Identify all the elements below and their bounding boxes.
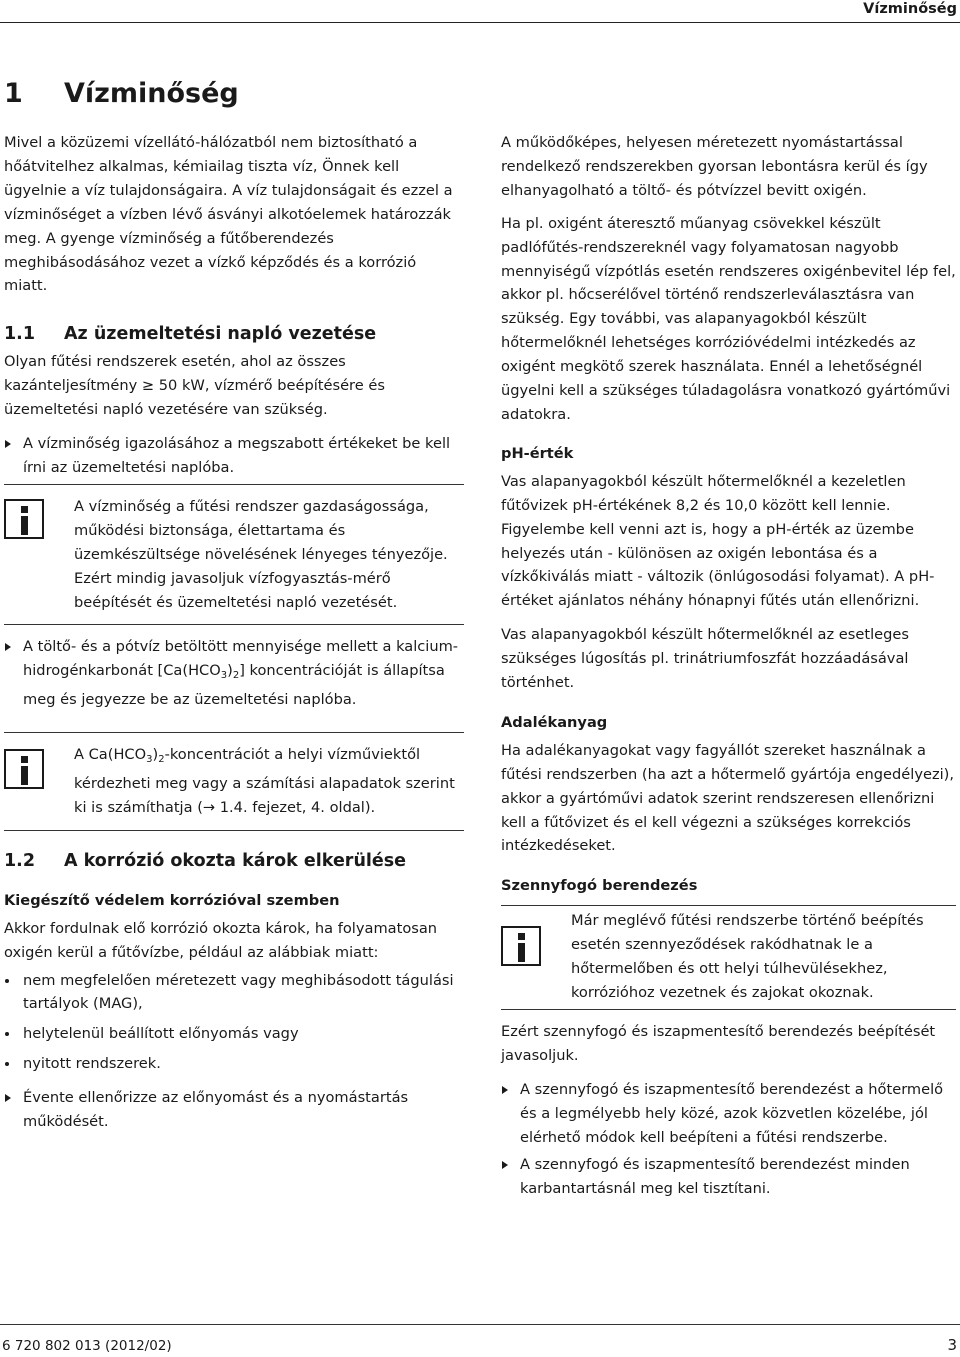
list-item: nyitott rendszerek. [4, 1052, 464, 1076]
section-title: Az üzemeltetési napló vezetése [64, 324, 377, 345]
subheading: Kiegészítő védelem korrózióval szemben [4, 891, 340, 909]
section-paragraph: Olyan fűtési rendszerek esetén, ahol az összes kazánteljesítmény ≥ 50 kW, vízmérő beépítésére és üzemeltetési napló vezetésére van szükség. [4, 353, 385, 419]
paragraph: Vas alapanyagokból készült hőtermelőknél az esetleges szükséges lúgosítás pl. trinátriumfoszfát hozzáadásával történhet. [501, 626, 909, 692]
subheading-ph: pH-érték [501, 444, 574, 462]
left-column [4, 131, 464, 1134]
info-note-text: Már meglévő fűtési rendszerbe történő beépítés esetén szennyeződések rakódhatnak le a hőtermelőben és ott helyi túlhevülésekhez, korrózióhoz vezetnek és zajokat okoznak. [571, 912, 924, 1001]
info-icon [501, 926, 541, 966]
paragraph: Ha adalékanyagokat vagy fagyállót szereket használnak a fűtési rendszerben (ha azt a hőtermelő gyártója engedélyezi), akkor a gyártóművi adatok szerint rendszeresen ellenőrizni kell a fűtővizet és el kell végezni a szükséges korrekciós intézkedéseket. [501, 741, 954, 855]
instruction-bullet: A szennyfogó és iszapmentesítő berendezést minden karbantartásnál meg kel tisztítani. [501, 1153, 956, 1201]
note-text-mid: ) [152, 746, 159, 764]
running-title: Vízminőség [863, 1, 957, 17]
chapter-title: Vízminőség [64, 78, 239, 109]
info-icon [4, 499, 44, 539]
intro-paragraph: Mivel a közüzemi vízellátó-hálózatból nem biztosítható a hőátvitelhez alkalmas, kémiailag tiszta víz, Önnek kell ügyelnie a víz tulajdonságaira. A víz tulajdonságait és ezzel a vízminőséget a vízben lévő ásványi alkotóelemek határozzák meg. A gyenge vízminőség a fűtőberendezés meghibásodásához vezet a vízkő képződés és a korrózió miatt. [4, 134, 453, 295]
right-column [501, 131, 956, 1201]
section-number: 1.1 [4, 324, 36, 345]
instruction-bullet: Évente ellenőrizze az előnyomást és a nyomástartás működését. [4, 1086, 464, 1134]
paragraph: Ha pl. oxigént áteresztő műanyag csövekkel készült padlófűtés-rendszereknél vagy folyamatosan nagyobb mennyiségű vízpótlás esetén rendszeres oxigénbevitel lép fel, akkor pl. hőcserélővel történő rendszerleválasztásra van szükség. Egy további, vas alapanyagokból készült hőtermelőknél lehetséges korrózióvédelmi intézkedés az oxigént megkötő szerek használata. Ennél a lehetőségnél ügyelni kell a szükséges túladagolásra vonatkozó gyártóművi adatokra. [501, 214, 956, 423]
section-paragraph: Akkor fordulnak elő korrózió okozta károk, ha folyamatosan oxigén kerül a fűtővízbe, például az alábbiak miatt: [4, 919, 438, 961]
header-rule [0, 22, 960, 23]
subscript: 3 [146, 754, 153, 766]
subscript: 2 [232, 670, 240, 682]
info-note [501, 905, 956, 1010]
info-note [4, 484, 464, 626]
instruction-bullet: A szennyfogó és iszapmentesítő berendezést a hőtermelő és a legmélyebb hely közé, azok közvetlen közelébe, jól elérhető módok kell beépíteni a fűtési rendszerbe. [501, 1078, 956, 1150]
running-header [0, 0, 960, 24]
footer-rule [0, 1324, 960, 1325]
instruction-bullet: A vízminőség igazolásához a megszabott értékeket be kell írni az üzemeltetési naplóba. [4, 432, 464, 480]
chapter-number: 1 [4, 78, 23, 109]
chapter-heading [4, 76, 239, 112]
bullet-text-start: A töltő- és a pótvíz betöltött mennyisége mellett a kalcium-hidrogénkarbonát [Ca(HCO [23, 638, 459, 680]
info-note-text [4, 743, 464, 820]
paragraph: Ezért szennyfogó és iszapmentesítő berendezés beépítését javasoljuk. [501, 1022, 936, 1064]
section-number: 1.2 [4, 850, 36, 871]
list-item: nem megfelelően méretezett vagy meghibásodott tágulási tartályok (MAG), [4, 969, 464, 1017]
paragraph: Vas alapanyagokból készült hőtermelőknél a kezeletlen fűtővizek pH-értékének 8,2 és 10,0 között kell lennie. Figyelembe kell venni azt is, hogy a pH-érték az üzembe helyezés után - különösen az oxigén lebontása és a vízkőkiválás miatt - változik (önlúgosodási folyamat). A pH-értéket ajánlatos néhány hónapnyi fűtés után ellenőrizni. [501, 472, 935, 610]
info-note-text: A vízminőség a fűtési rendszer gazdaságossága, működési biztonsága, élettartama és üzemkészültsége növelésének lényeges tényezője. Ezért mindig javasoljuk vízfogyasztás-mérő beépítését és üzemeltetési napló vezetését. [74, 497, 448, 611]
page-number: 3 [947, 1336, 957, 1354]
note-text-end: -koncentrációt a helyi vízműviektől kérdezheti meg vagy a számítási alapadatok szerint ki is számíthatja (→ 1.4. fejezet, 4. oldal). [74, 746, 455, 816]
section-title: A korrózió okozta károk elkerülése [64, 850, 407, 871]
subheading-dirt-filter: Szennyfogó berendezés [501, 877, 698, 895]
footer-doc-number: 6 720 802 013 (2012/02) [2, 1338, 172, 1354]
subscript: 2 [158, 754, 165, 766]
paragraph: A működőképes, helyesen méretezett nyomástartással rendelkező rendszerekben gyorsan lebontásra kerül és így elhanyagolható a töltő- és pótvízzel bevitt oxigén. [501, 134, 928, 199]
info-icon [4, 749, 44, 789]
subheading-additive: Adalékanyag [501, 713, 608, 731]
note-text-start: A Ca(HCO [74, 746, 147, 764]
list-item: helytelenül beállított előnyomás vagy [4, 1022, 464, 1046]
info-note [4, 732, 464, 831]
subscript: 3 [220, 670, 228, 682]
section-heading-1-1 [4, 322, 464, 346]
bullet-text-end: ] koncentrációját is állapítsa meg és jegyezze be az üzemeltetési naplóba. [23, 662, 445, 709]
bullet-text-mid: ) [227, 662, 233, 680]
section-heading-1-2 [4, 849, 464, 873]
instruction-bullet [4, 635, 464, 712]
